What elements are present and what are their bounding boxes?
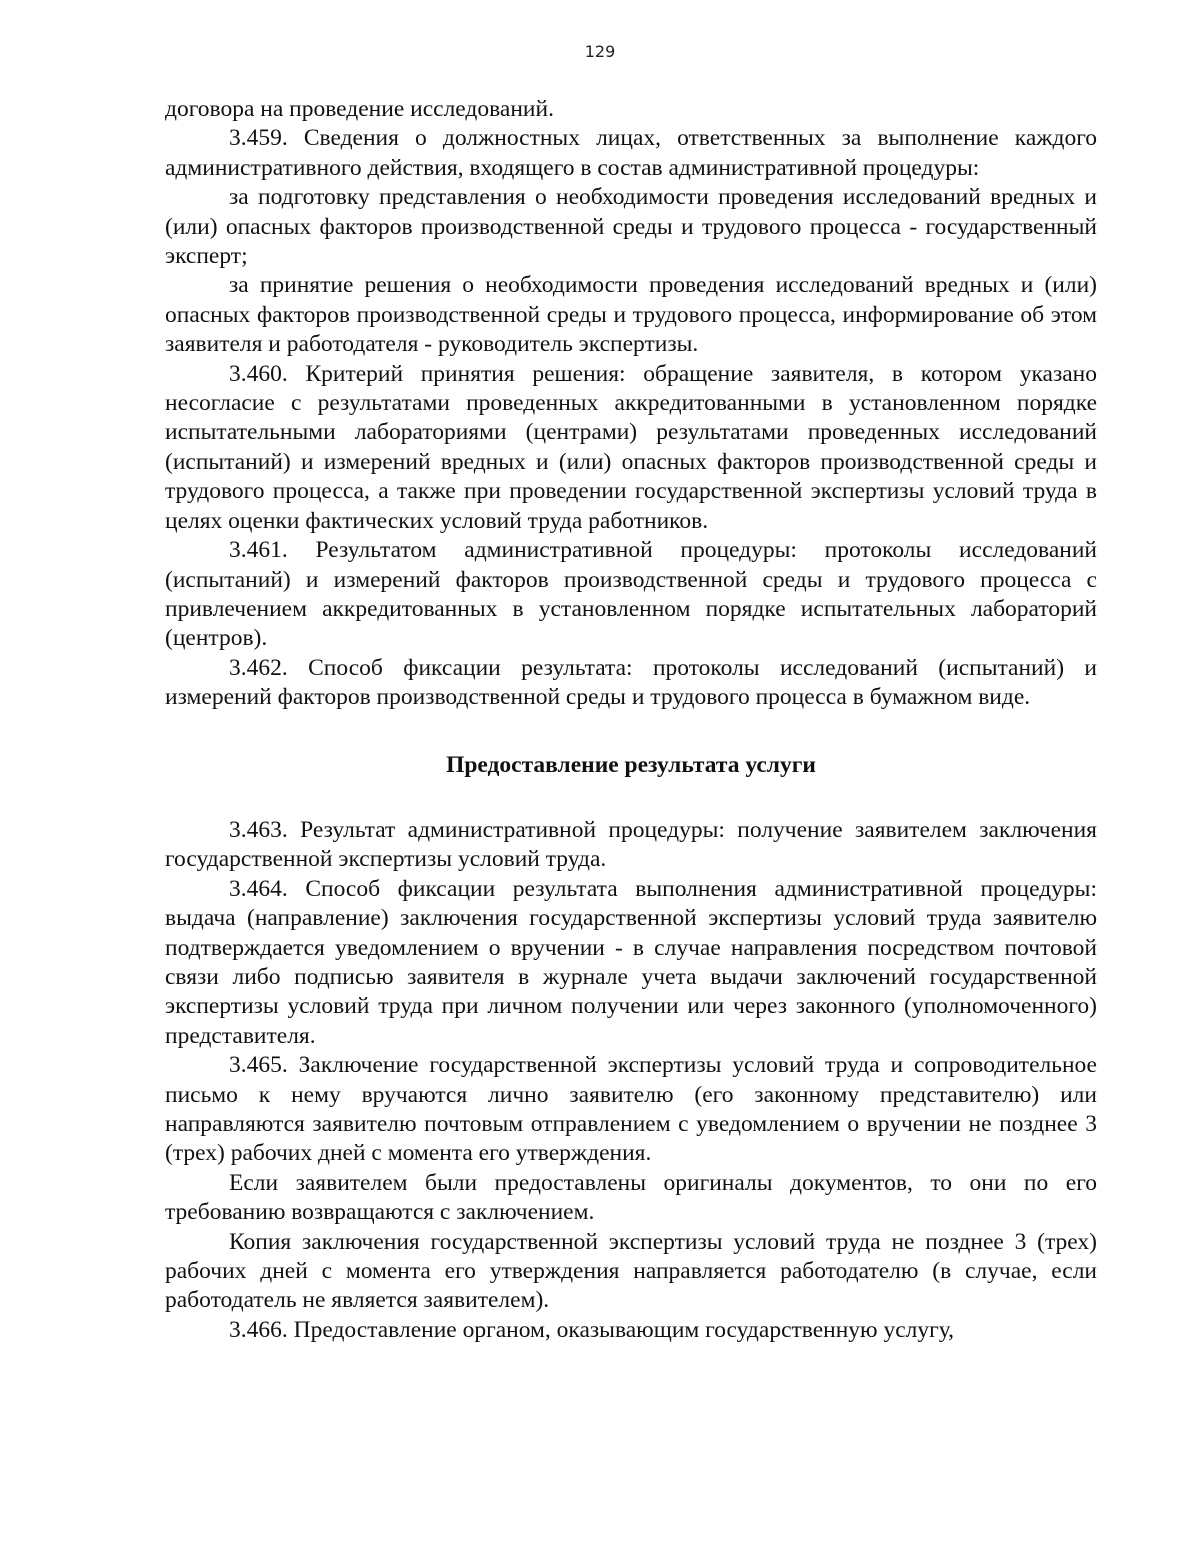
paragraph-3-462: 3.462. Способ фиксации результата: протоколы исследований (испытаний) и измерений факторов производственной среды и трудового процесса в бумажном виде. bbox=[165, 654, 1097, 711]
paragraph-continuation: договора на проведение исследований. bbox=[165, 96, 554, 122]
page-number: 129 bbox=[584, 42, 616, 61]
paragraph-3-459: 3.459. Сведения о должностных лицах, ответственных за выполнение каждого административного действия, входящего в состав административной процедуры: bbox=[165, 125, 1097, 181]
paragraph-3-466: 3.466. Предоставление органом, оказывающим государственную услугу, bbox=[229, 1316, 955, 1343]
paragraph-3-460: 3.460. Критерий принятия решения: обращение заявителя, в котором указано несогласие с результатами проведенных аккредитованными в установленном порядке испытательными лабораториями (центрами) результатами проведенных исследований (испытаний) и измерений вредных и (или) опасных факторов производственной среды и трудового процесса, а также при проведении государственной экспертизы условий труда в целях оценки фактических условий труда работников. bbox=[165, 360, 1097, 534]
paragraph-3-464: 3.464. Способ фиксации результата выполнения административной процедуры: выдача (направление) заключения государственной экспертизы условий труда заявителю подтверждается уведомлением о вручении - в случае направления посредством почтовой связи либо подписью заявителя в журнале учета выдачи заключений государственной экспертизы условий труда при личном получении или через законного (уполномоченного) представителя. bbox=[165, 875, 1097, 1049]
paragraph-copy-to-employer: Копия заключения государственной экспертизы условий труда не позднее 3 (трех) рабочих дней с момента его утверждения направляется работодателю (в случае, если работодатель не является заявителем). bbox=[165, 1228, 1097, 1314]
document-body bbox=[165, 95, 1097, 1345]
paragraph-list-item-preparation: за подготовку представления о необходимости проведения исследований вредных и (или) опасных факторов производственной среды и трудового процесса - государственный эксперт; bbox=[165, 184, 1097, 270]
section-heading: Предоставление результата услуги bbox=[446, 751, 816, 778]
paragraph-originals-return: Если заявителем были предоставлены оригиналы документов, то они по его требованию возвращаются с заключением. bbox=[165, 1169, 1097, 1226]
paragraph-3-463: 3.463. Результат административной процедуры: получение заявителем заключения государственной экспертизы условий труда. bbox=[165, 816, 1097, 873]
paragraph-3-465: 3.465. Заключение государственной экспертизы условий труда и сопроводительное письмо к нему вручаются лично заявителю (его законному представителю) или направляются заявителю почтовым отправлением с уведомлением о вручении не позднее 3 (трех) рабочих дней с момента его утверждения. bbox=[165, 1052, 1097, 1167]
paragraph-list-item-decision: за принятие решения о необходимости проведения исследований вредных и (или) опасных факторов производственной среды и трудового процесса, информирование об этом заявителя и работодателя - руководитель экспертизы. bbox=[165, 272, 1097, 358]
paragraph-3-461: 3.461. Результатом административной процедуры: протоколы исследований (испытаний) и измерений факторов производственной среды и трудового процесса с привлечением аккредитованных в установленном порядке испытательных лабораторий (центров). bbox=[165, 537, 1097, 652]
